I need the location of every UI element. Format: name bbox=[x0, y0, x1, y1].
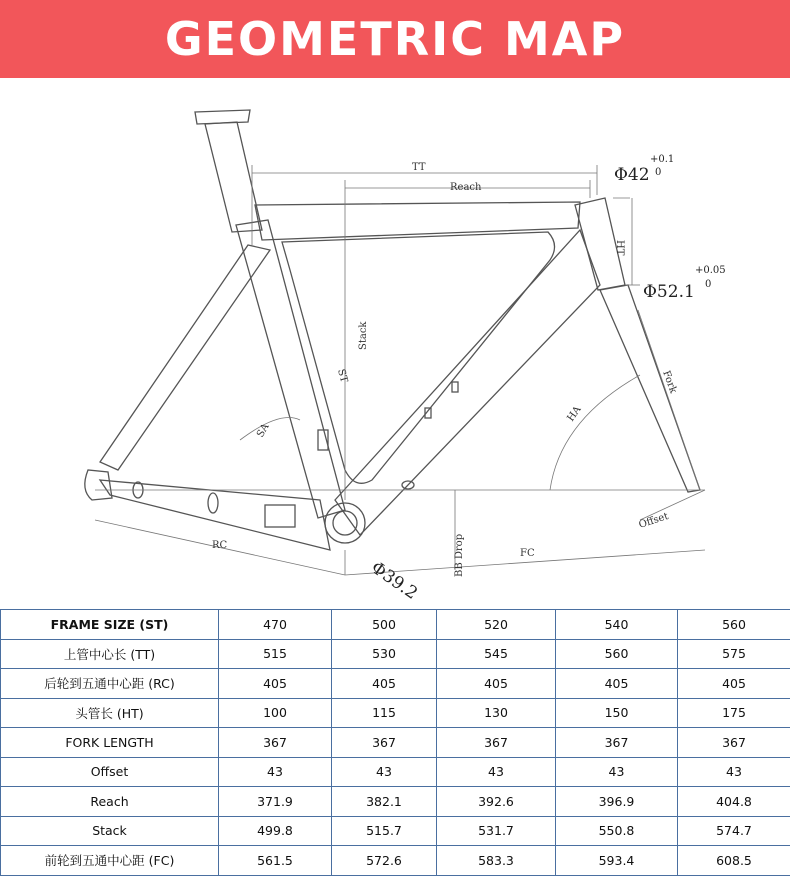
table-cell: 572.6 bbox=[332, 846, 437, 876]
table-cell: 396.9 bbox=[556, 787, 678, 817]
label-top-bearing: Φ42 bbox=[614, 165, 650, 185]
row-label: 头管长 (HT) bbox=[1, 698, 219, 728]
table-cell: 470 bbox=[219, 610, 332, 640]
main-triangle-inner bbox=[282, 232, 555, 483]
row-label: 后轮到五通中心距 (RC) bbox=[1, 669, 219, 699]
table-cell: 560 bbox=[678, 610, 790, 640]
table-cell: 371.9 bbox=[219, 787, 332, 817]
label-bottom-bearing: Φ52.1 bbox=[643, 282, 695, 302]
diagram-labels bbox=[212, 154, 726, 604]
down-tube bbox=[335, 230, 600, 535]
label-rc: RC bbox=[212, 540, 228, 551]
table-cell: 499.8 bbox=[219, 816, 332, 846]
label-ht: HT bbox=[614, 240, 625, 256]
table-cell: 500 bbox=[332, 610, 437, 640]
table-cell: 150 bbox=[556, 698, 678, 728]
table-cell: 43 bbox=[437, 757, 556, 787]
table-cell: 43 bbox=[219, 757, 332, 787]
table-cell: 545 bbox=[437, 639, 556, 669]
table-cell: 115 bbox=[332, 698, 437, 728]
table-cell: 575 bbox=[678, 639, 790, 669]
table-cell: 392.6 bbox=[437, 787, 556, 817]
label-reach: Reach bbox=[450, 182, 482, 193]
bike-frame bbox=[85, 110, 700, 550]
table-cell: 583.3 bbox=[437, 846, 556, 876]
row-label: Stack bbox=[1, 816, 219, 846]
table-cell: 405 bbox=[678, 669, 790, 699]
fork-blade bbox=[600, 285, 700, 492]
seatpost-clamp bbox=[195, 110, 250, 124]
frame-geometry-diagram bbox=[0, 80, 790, 608]
table-cell: 405 bbox=[437, 669, 556, 699]
label-fork: Fork bbox=[660, 369, 679, 395]
top-tube bbox=[255, 202, 580, 240]
row-label: Reach bbox=[1, 787, 219, 817]
table-cell: 560 bbox=[556, 639, 678, 669]
label-bottom-tol-upper: +0.05 bbox=[695, 265, 726, 276]
rear-dropout bbox=[85, 470, 112, 500]
row-label: Offset bbox=[1, 757, 219, 787]
table-row bbox=[1, 610, 790, 640]
label-ha: HA bbox=[565, 404, 584, 424]
label-offset: Offset bbox=[637, 511, 670, 531]
table-cell: 561.5 bbox=[219, 846, 332, 876]
seat-tube bbox=[236, 220, 345, 518]
table-cell: 367 bbox=[678, 728, 790, 758]
table-cell: 608.5 bbox=[678, 846, 790, 876]
row-label: FRAME SIZE (ST) bbox=[1, 610, 219, 640]
label-sa: SA bbox=[255, 421, 272, 440]
table-row bbox=[1, 846, 790, 876]
label-tt: TT bbox=[412, 162, 426, 173]
seatpost bbox=[205, 122, 262, 232]
row-label: FORK LENGTH bbox=[1, 728, 219, 758]
table-cell: 593.4 bbox=[556, 846, 678, 876]
table-cell: 515.7 bbox=[332, 816, 437, 846]
label-top-tol-upper: +0.1 bbox=[650, 154, 675, 165]
table-cell: 540 bbox=[556, 610, 678, 640]
title-banner bbox=[0, 0, 790, 78]
table-cell: 43 bbox=[678, 757, 790, 787]
label-bottom-tol-lower: 0 bbox=[705, 279, 712, 290]
label-fc: FC bbox=[520, 548, 535, 559]
table-cell: 405 bbox=[332, 669, 437, 699]
table-cell: 530 bbox=[332, 639, 437, 669]
table-cell: 405 bbox=[219, 669, 332, 699]
table-cell: 367 bbox=[556, 728, 678, 758]
table-cell: 100 bbox=[219, 698, 332, 728]
table-row bbox=[1, 728, 790, 758]
table-cell: 175 bbox=[678, 698, 790, 728]
table-cell: 367 bbox=[437, 728, 556, 758]
geometry-table bbox=[0, 609, 790, 876]
label-bb-drop: BB Drop bbox=[454, 533, 465, 577]
row-label: 上管中心长 (TT) bbox=[1, 639, 219, 669]
table-row bbox=[1, 669, 790, 699]
table-cell: 367 bbox=[332, 728, 437, 758]
table-row bbox=[1, 639, 790, 669]
table-cell: 404.8 bbox=[678, 787, 790, 817]
table-cell: 367 bbox=[219, 728, 332, 758]
table-cell: 520 bbox=[437, 610, 556, 640]
label-st: ST bbox=[335, 367, 350, 384]
table-row bbox=[1, 787, 790, 817]
label-bb-diameter: Φ39.2 bbox=[367, 557, 422, 604]
table-cell: 531.7 bbox=[437, 816, 556, 846]
table-cell: 515 bbox=[219, 639, 332, 669]
table-cell: 382.1 bbox=[332, 787, 437, 817]
table-cell: 43 bbox=[332, 757, 437, 787]
page-title: GEOMETRIC MAP bbox=[164, 12, 626, 66]
row-label: 前轮到五通中心距 (FC) bbox=[1, 846, 219, 876]
table-row bbox=[1, 757, 790, 787]
table-cell: 574.7 bbox=[678, 816, 790, 846]
label-top-tol-lower: 0 bbox=[655, 167, 662, 178]
table-row bbox=[1, 816, 790, 846]
table-cell: 130 bbox=[437, 698, 556, 728]
table-cell: 550.8 bbox=[556, 816, 678, 846]
label-stack: Stack bbox=[358, 321, 369, 350]
table-row bbox=[1, 698, 790, 728]
table-cell: 405 bbox=[556, 669, 678, 699]
table-cell: 43 bbox=[556, 757, 678, 787]
